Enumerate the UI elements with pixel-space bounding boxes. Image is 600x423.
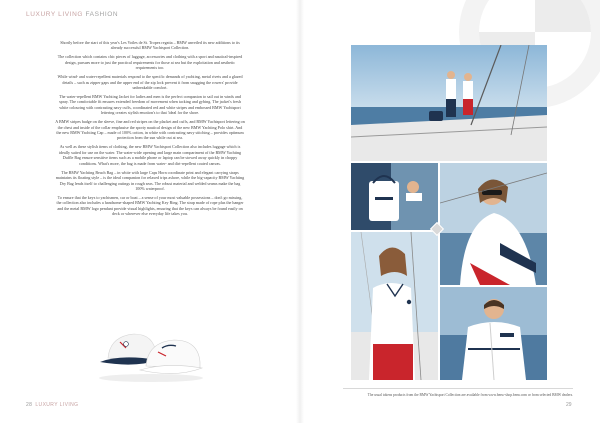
- photo-yacht-deck-couple: [351, 45, 547, 161]
- article-body: [55, 40, 245, 220]
- paragraph: The collection which contains chic pieces of luggage, accessories and clothing with a sport and nautical-inspired design, pursues more to just the practical requirements for those at sea but the exploitation and aesthetic requirements too.: [57, 54, 243, 71]
- paragraph: As well as these stylish items of clothing, the new BMW Yachtsport Collection also includes luggage which is ideally suited for use on the water. The water-wide opening and large main compartment of the BMW Yachting Duffle Bag ensure sensitive items such as a mobile phone or laptop can be stowed away quickly in choppy conditions. What's more, the bag is made from water- and dirt-repellent coated canvas.: [58, 144, 242, 166]
- folio-left: [26, 402, 78, 408]
- section-title-main: LUXURY LIVING: [26, 11, 84, 18]
- section-title: [26, 11, 118, 18]
- photo-woman-sunglasses: [440, 163, 547, 285]
- paragraph: A BMW stripes badge on the sleeve, fine and red stripes on the placket and cuffs, and BMW Yachtsport lettering on the chest and inside of the collar emphasise the sporty nautical design of the new BMW Yachting Polo shirt. And the new BMW Yachting Cap – made of 100% cotton, in white with contrasting navy stitching – provides optimum protection from the sun while out at sea.: [55, 119, 245, 141]
- section-title-accent: FASHION: [85, 11, 119, 18]
- bmw-yachting-caps-image: [96, 322, 206, 384]
- photo-caption: The usual tokens products from the BMW Yachtsport Collection are available from www.bmw-shop.bmw.com or from selected BMW dealers.: [367, 393, 573, 397]
- page-number-right: 29: [566, 402, 572, 408]
- caption-divider: [343, 388, 573, 389]
- paragraph: The water-repellent BMW Yachting Jacket for ladies and men is the perfect companion to sail out in winds and spray. The comfortable fit ensures extended freedom of movement when tacking and gybing. The jacket's fresh white colouring with contrasting navy cuffs, coordinated red and white stripes and embossed BMW Yachtsport lettering creates stylish emotion's to that 'ideal for the shore.: [59, 94, 241, 116]
- paragraph: To ensure that the keys to yachtsmen, car or boat – a sense of your most valuable possessions – don't go missing, the collection also includes a handsome-shaped BMW Yachting Key Ring. The strap made of rope plus the hanger and the metal BMW logo pendant provide visual highlights, ensuring that the keys can always be found easily on deck or wherever else everyday life takes you.: [56, 194, 244, 217]
- photo-man-jacket: [440, 287, 547, 380]
- folio-label: LUXURY LIVING: [35, 402, 79, 408]
- page-gutter: [296, 0, 304, 423]
- photo-woman-polo: [351, 232, 438, 380]
- page-number-left: 28: [26, 402, 33, 408]
- paragraph: Shortly before the start of this year's Les Voiles de St. Tropez regatta – BMW unveiled its new additions to its already successful BMW Yachtsport Collection.: [60, 40, 240, 51]
- paragraph: While wind- and water-repellent materials respond to the specific demands of yachting, metal rivets and a glazed details – such as zipper gaps and the upper end of the zip lock prevent it from snagging the rowers' provide unbreakable comfort.: [57, 74, 243, 91]
- photo-bag-and-hand: [351, 163, 438, 230]
- paragraph: The BMW Yachting Beach Bag – in white with large Caps Horn coordinate print and elegant carrying straps maintains its floating style – is the ideal companion for relaxed trips ashore, while the big-capacity BMW Yachting Dry Bag lends itself to challenging outings in rough seas. The robust material and welded seams make the bag 100% waterproof.: [55, 169, 245, 191]
